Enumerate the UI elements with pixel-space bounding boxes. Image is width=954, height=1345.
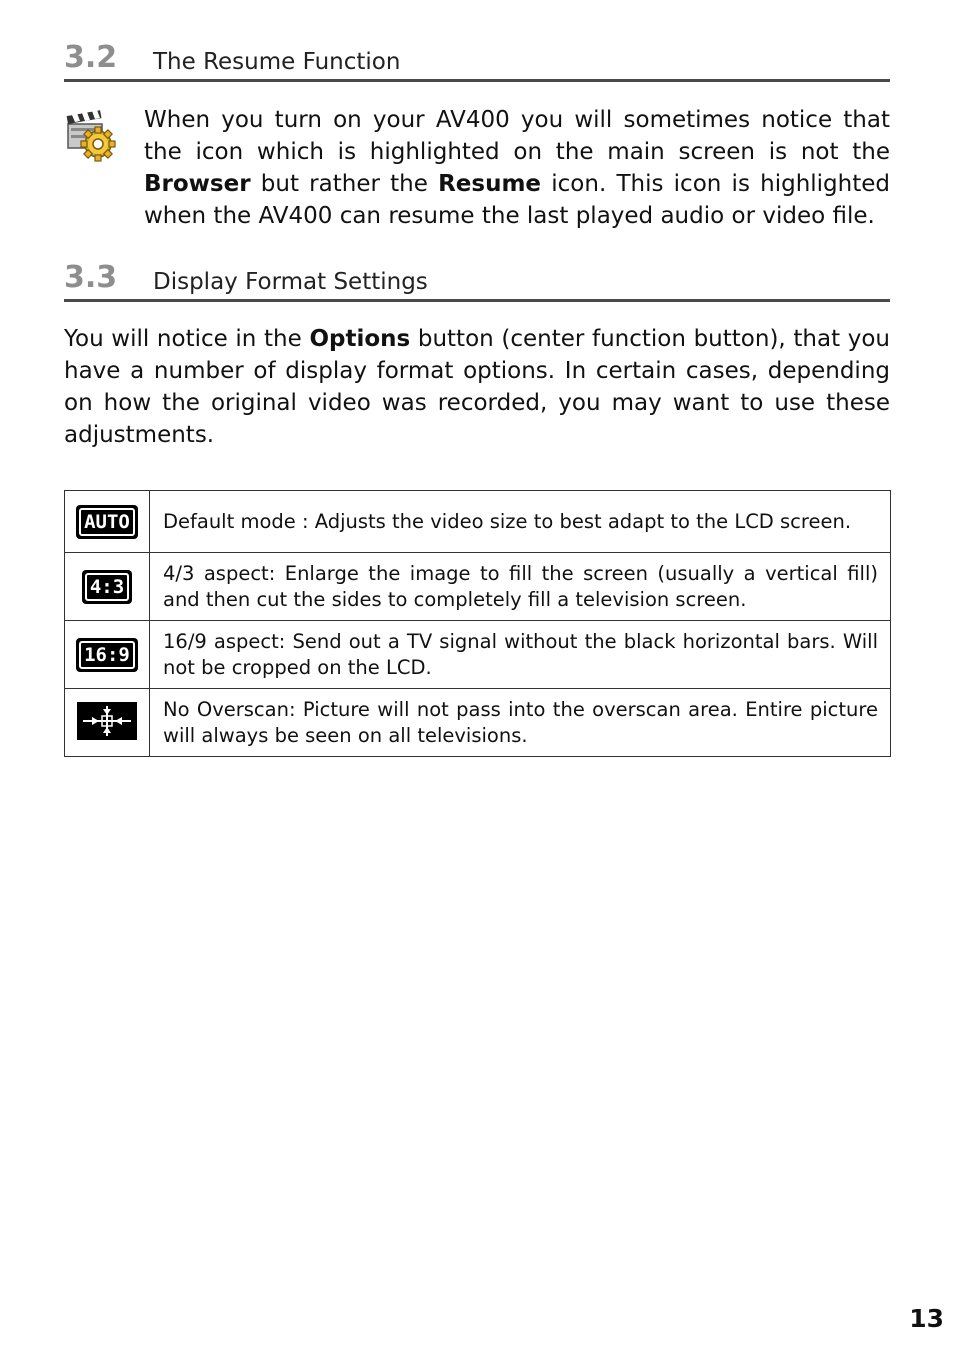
mode-description: 16/9 aspect: Send out a TV signal without the black horizontal bars. Will not be cropped on the LCD. (150, 621, 891, 689)
section-title: The Resume Function (153, 49, 401, 75)
paragraph-text: but rather the (250, 171, 439, 197)
icon-cell (65, 689, 150, 757)
paragraph-text: When you turn on your AV400 you will sometimes notice that the icon which is highlighted on the main screen is not the (144, 107, 890, 165)
table-row (65, 621, 891, 689)
table-row (65, 491, 891, 553)
auto-mode-icon: AUTO (76, 505, 138, 539)
resume-icon (64, 108, 118, 164)
table-row (65, 553, 891, 621)
paragraph-text: icon. This icon is highlighted when the AV400 can resume the last played audio or video file. (144, 171, 891, 229)
resume-paragraph (144, 104, 890, 232)
section-heading-3-3 (64, 261, 890, 302)
section-number: 3.2 (64, 40, 118, 75)
mode-description: Default mode : Adjusts the video size to best adapt to the LCD screen. (150, 491, 891, 553)
resume-term: Resume (438, 171, 542, 197)
aspect-16-9-icon: 16:9 (76, 638, 138, 672)
display-format-paragraph (64, 323, 890, 451)
mode-description: 4/3 aspect: Enlarge the image to fill the screen (usually a vertical fill) and then cut the sides to completely fill a television screen. (150, 553, 891, 621)
paragraph-text: button (center function button), that you have a number of display format options. In certain cases, depending on how the original video was recorded, you may want to use these adjustments. (64, 326, 890, 448)
section-heading-3-2 (64, 41, 890, 82)
page-number: 13 (909, 1304, 944, 1333)
browser-term: Browser (144, 171, 251, 197)
display-modes-table (64, 490, 891, 757)
table-row (65, 689, 891, 757)
options-term: Options (309, 326, 411, 352)
icon-cell (65, 553, 150, 621)
paragraph-text: You will notice in the (64, 326, 310, 352)
no-overscan-icon (77, 702, 137, 744)
mode-description: No Overscan: Picture will not pass into the overscan area. Entire picture will always be seen on all televisions. (150, 689, 891, 757)
icon-cell (65, 491, 150, 553)
section-title: Display Format Settings (153, 269, 428, 295)
aspect-4-3-icon: 4:3 (82, 570, 132, 604)
section-number: 3.3 (64, 260, 118, 295)
icon-cell (65, 621, 150, 689)
